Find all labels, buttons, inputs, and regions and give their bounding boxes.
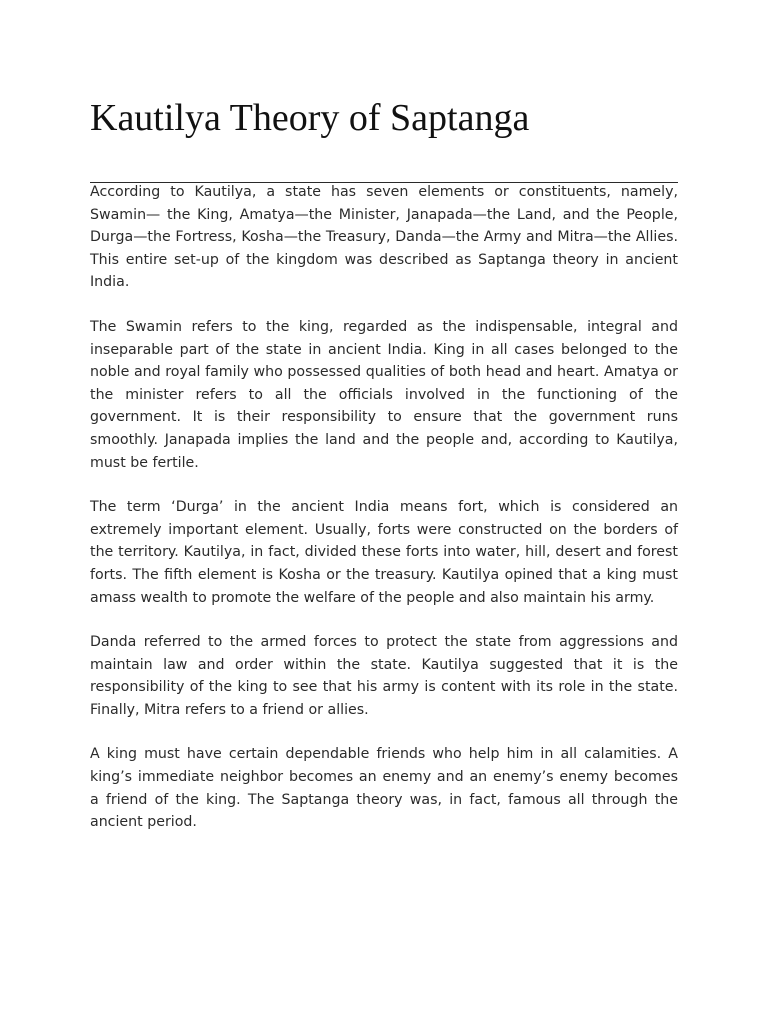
paragraph-durga: The term ‘Durga’ in the ancient India means fort, which is considered an extremely important element. Usually, forts were constructed on the borders of the territory. Kautilya, in fact, divided these forts into water, hill, desert and forest forts. The fifth element is Kosha or the treasury. Kautilya opined that a king must amass wealth to promote the welfare of the people and also maintain his army. bbox=[90, 499, 678, 606]
paragraph-swamin: The Swamin refers to the king, regarded as the indispensable, integral and inseparable part of the state in ancient India. King in all cases belonged to the noble and royal family who possessed qualities of both head and heart. Amatya or the minister refers to all the officials involved in the functioning of the government. It is their responsibility to ensure that the government runs smoothly. Janapada implies the land and the people and, according to Kautilya, must be fertile. bbox=[90, 318, 678, 471]
paragraph-danda: Danda referred to the armed forces to protect the state from aggressions and maintain law and order within the state. Kautilya suggested that it is the responsibility of the king to see that his army is content with its role in the state. Finally, Mitra refers to a friend or allies. bbox=[90, 634, 678, 718]
document-body bbox=[90, 181, 678, 856]
paragraph-mitra: A king must have certain dependable friends who help him in all calamities. A king’s immediate neighbor becomes an enemy and an enemy’s enemy becomes a friend of the king. The Saptanga theory was, in fact, famous all through the ancient period. bbox=[90, 746, 678, 831]
document-title: Kautilya Theory of Saptanga bbox=[90, 97, 530, 139]
paragraph-elements: According to Kautilya, a state has seven elements or constituents, namely, Swamin— the King, Amatya—the Minister, Janapada—the Land, and the People, Durga—the Fortress, Kosha—the Treasury, Danda—the Army and Mitra—the Allies. This entire set-up of the kingdom was described as Saptanga theory in ancient India. bbox=[90, 184, 678, 291]
